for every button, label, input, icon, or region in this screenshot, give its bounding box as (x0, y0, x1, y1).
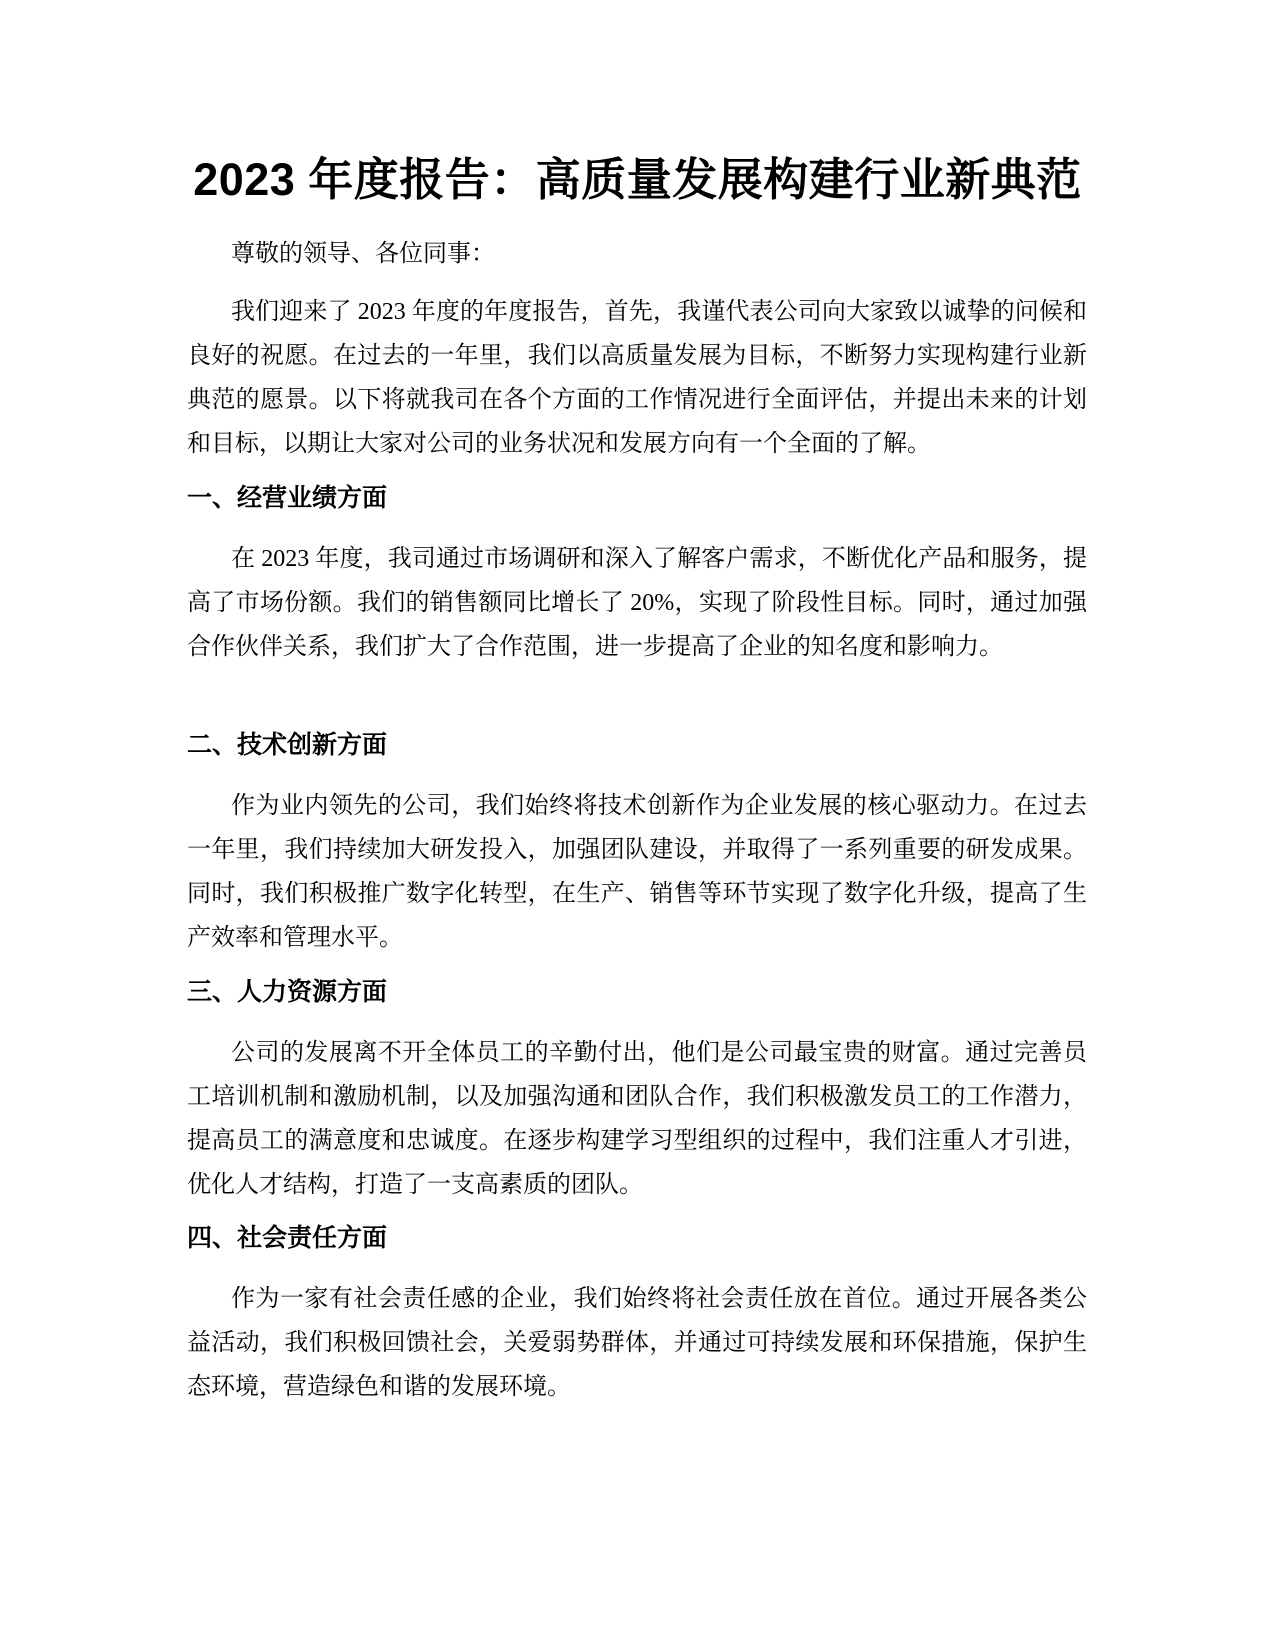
intro-paragraph: 我们迎来了 2023 年度的年度报告，首先，我谨代表公司向大家致以诚挚的问候和良好的祝愿。在过去的一年里，我们以高质量发展为目标，不断努力实现构建行业新典范的愿景。以下将就我司在各个方面的工作情况进行全面评估，并提出未来的计划和目标，以期让大家对公司的业务状况和发展方向有一个全面的了解。 (187, 299, 1087, 457)
section-heading-technology: 二、技术创新方面 (187, 731, 388, 759)
section-heading-business: 一、经营业绩方面 (187, 484, 388, 512)
section-text-technology: 作为业内领先的公司，我们始终将技术创新作为企业发展的核心驱动力。在过去一年里，我们持续加大研发投入，加强团队建设，并取得了一系列重要的研发成果。同时，我们积极推广数字化转型，在生产、销售等环节实现了数字化升级，提高了生产效率和管理水平。 (187, 793, 1087, 951)
section-text-human-resources: 公司的发展离不开全体员工的辛勤付出，他们是公司最宝贵的财富。通过完善员工培训机制和激励机制，以及加强沟通和团队合作，我们积极激发员工的工作潜力，提高员工的满意度和忠诚度。在逐步构建学习型组织的过程中，我们注重人才引进，优化人才结构，打造了一支高素质的团队。 (187, 1040, 1087, 1198)
salutation: 尊敬的领导、各位同事： (231, 241, 495, 267)
section-text-social-responsibility: 作为一家有社会责任感的企业，我们始终将社会责任放在首位。通过开展各类公益活动，我们积极回馈社会，关爱弱势群体，并通过可持续发展和环保措施，保护生态环境，营造绿色和谐的发展环境。 (187, 1286, 1087, 1400)
section-text-business: 在 2023 年度，我司通过市场调研和深入了解客户需求，不断优化产品和服务，提高了市场份额。我们的销售额同比增长了 20%，实现了阶段性目标。同时，通过加强合作伙伴关系，我们扩大了合作范围，进一步提高了企业的知名度和影响力。 (187, 546, 1087, 660)
document-title: 2023 年度报告：高质量发展构建行业新典范 (193, 154, 1082, 205)
section-heading-social-responsibility: 四、社会责任方面 (187, 1224, 388, 1252)
section-heading-human-resources: 三、人力资源方面 (187, 978, 388, 1006)
